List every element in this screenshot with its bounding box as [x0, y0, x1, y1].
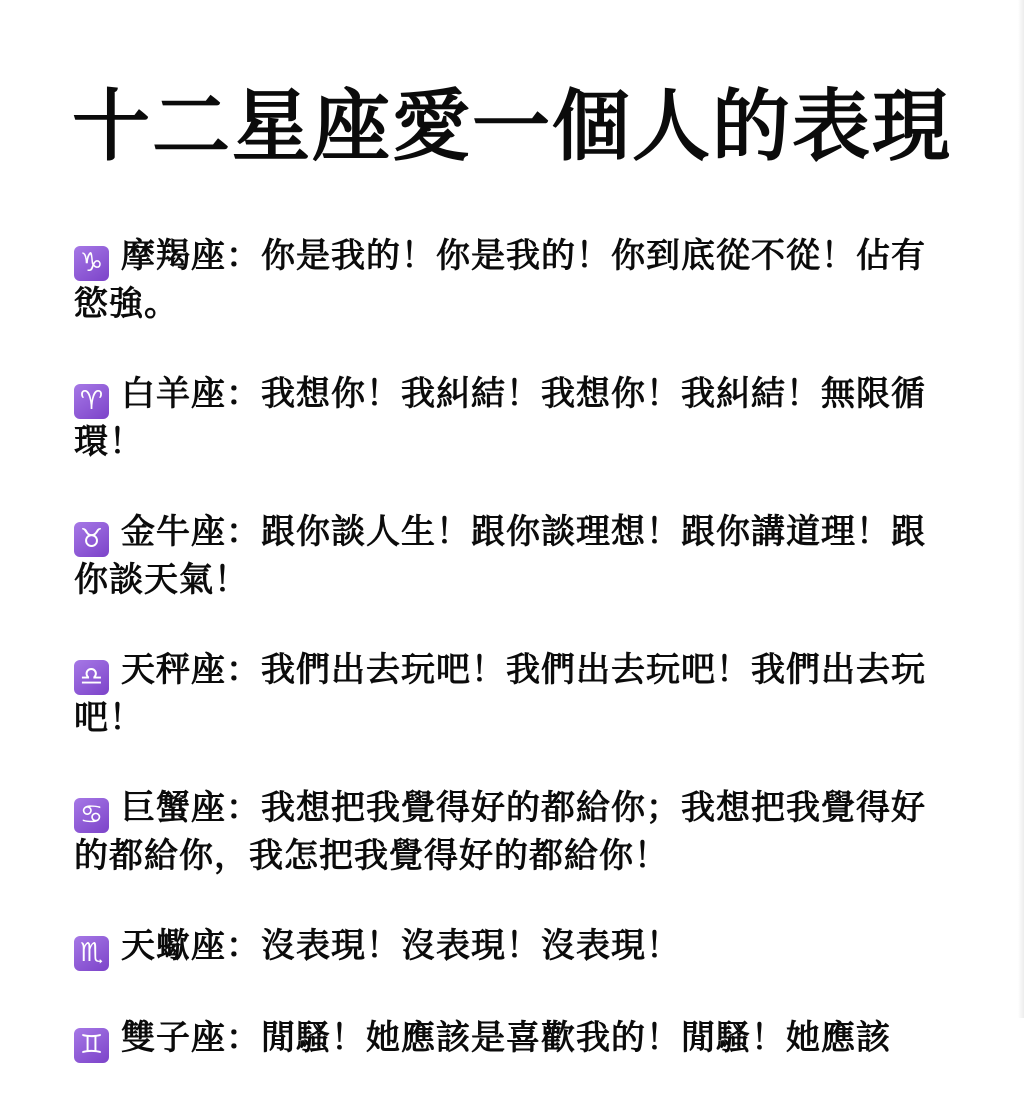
- separator: ：: [226, 374, 261, 414]
- zodiac-entry-libra: [74, 647, 958, 741]
- scorpio-icon: ♏: [74, 936, 109, 971]
- sign-name: 摩羯座: [121, 236, 226, 276]
- separator: ：: [226, 512, 261, 552]
- zodiac-entry-cancer: [74, 785, 958, 879]
- sign-name: 雙子座: [121, 1018, 226, 1058]
- zodiac-entry-capricorn: [74, 233, 958, 327]
- entry-text: 閒騷！她應該是喜歡我的！閒騷！她應該: [261, 1018, 891, 1058]
- sign-name: 金牛座: [121, 512, 226, 552]
- separator: ：: [226, 926, 261, 966]
- sign-name: 巨蟹座: [121, 788, 226, 828]
- entry-text: 你是我的！你是我的！你到底從不從！佔有慾強。: [74, 236, 926, 324]
- libra-icon: ♎: [74, 660, 109, 695]
- separator: ：: [226, 1018, 261, 1058]
- sign-name: 天秤座: [121, 650, 226, 690]
- sign-name: 白羊座: [121, 374, 226, 414]
- entry-text: 沒表現！沒表現！沒表現！: [261, 926, 681, 966]
- gemini-icon: ♊: [74, 1028, 109, 1063]
- taurus-icon: ♉: [74, 522, 109, 557]
- page-title: 十二星座愛一個人的表現: [71, 82, 952, 172]
- separator: ：: [226, 788, 261, 828]
- page-edge-shadow: [1018, 0, 1024, 1018]
- entry-text: 跟你談人生！跟你談理想！跟你講道理！跟你談天氣！: [74, 512, 926, 600]
- zodiac-entry-taurus: [74, 509, 958, 603]
- capricorn-icon: ♑: [74, 246, 109, 281]
- entry-text: 我想你！我糾結！我想你！我糾結！無限循環！: [74, 374, 926, 462]
- zodiac-entry-gemini: [74, 1015, 958, 1063]
- separator: ：: [226, 236, 261, 276]
- separator: ：: [226, 650, 261, 690]
- entry-text: 我想把我覺得好的都給你；我想把我覺得好的都給你，我怎把我覺得好的都給你！: [74, 788, 926, 876]
- zodiac-entry-aries: [74, 371, 958, 465]
- cancer-icon: ♋: [74, 798, 109, 833]
- zodiac-entry-list: [74, 233, 958, 1107]
- aries-icon: ♈: [74, 384, 109, 419]
- sign-name: 天蠍座: [121, 926, 226, 966]
- entry-text: 我們出去玩吧！我們出去玩吧！我們出去玩吧！: [74, 650, 926, 738]
- zodiac-entry-scorpio: [74, 923, 958, 971]
